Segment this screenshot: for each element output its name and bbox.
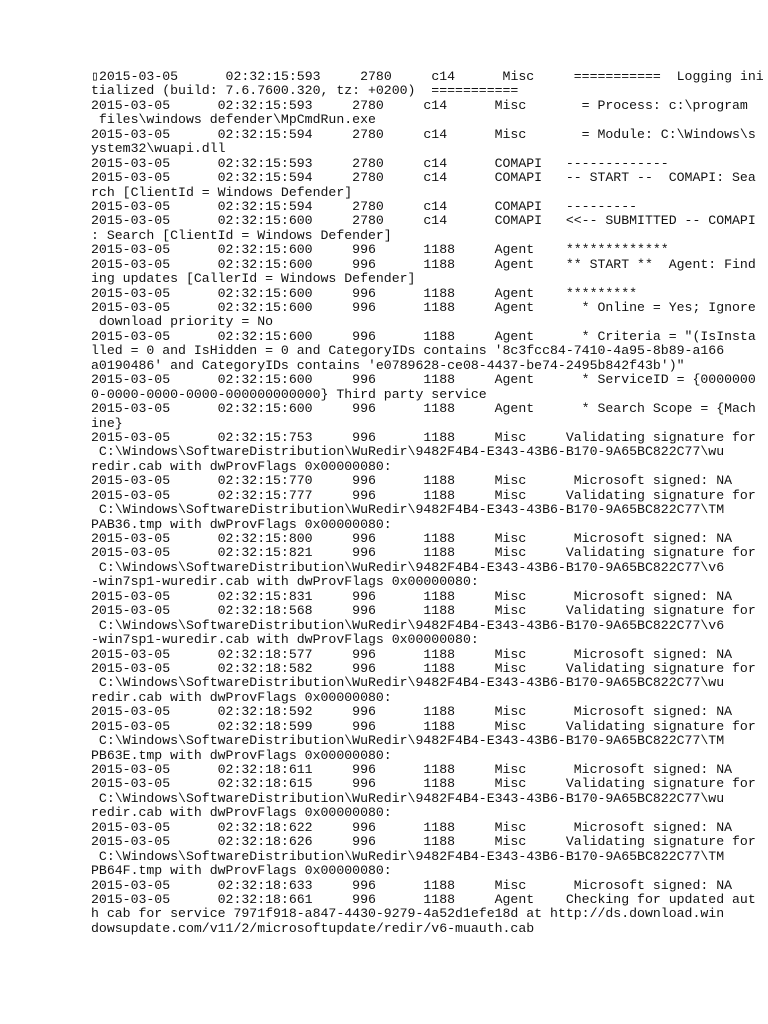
log-line: lled = 0 and IsHidden = 0 and CategoryIDs contains '8c3fcc84-7410-4a95-8b89-a166 — [91, 343, 725, 359]
log-line: 2015-03-05 02:32:18:582 996 1188 Misc Validating signature for — [91, 660, 756, 676]
log-line: 2015-03-05 02:32:15:594 2780 c14 Misc = Module: C:\Windows\s — [91, 126, 756, 142]
log-line: 2015-03-05 02:32:15:770 996 1188 Misc Microsoft signed: NA — [91, 473, 733, 489]
log-line: 2015-03-05 02:32:15:600 996 1188 Agent * Criteria = "(IsInsta — [91, 328, 756, 344]
log-line: 2015-03-05 02:32:15:800 996 1188 Misc Microsoft signed: NA — [91, 531, 733, 546]
log-line: 2015-03-05 02:32:18:599 996 1188 Misc Validating signature for — [91, 718, 756, 734]
log-line: -win7sp1-wuredir.cab with dwProvFlags 0x00000080: — [91, 574, 479, 590]
log-line: C:\Windows\SoftwareDistribution\WuRedir\9482F4B4-E343-43B6-B170-9A65BC822C77\TM — [91, 502, 725, 518]
log-line: 2015-03-05 02:32:15:600 996 1188 Agent * Search Scope = {Mach — [91, 401, 756, 417]
log-line: 2015-03-05 02:32:15:600 996 1188 Agent ************* — [91, 242, 669, 258]
log-line: 2015-03-05 02:32:15:831 996 1188 Misc Microsoft signed: NA — [91, 588, 733, 604]
log-line: 2015-03-05 02:32:15:777 996 1188 Misc Validating signature for — [91, 487, 756, 503]
log-line: 2015-03-05 02:32:15:753 996 1188 Misc Validating signature for — [91, 429, 756, 445]
log-line: 2015-03-05 02:32:18:622 996 1188 Misc Microsoft signed: NA — [91, 819, 733, 835]
log-line: 2015-03-05 02:32:15:594 2780 c14 COMAPI --------- — [91, 198, 638, 214]
log-line: ▯2015-03-05 02:32:15:593 2780 c14 Misc =========== Logging ini — [91, 69, 764, 84]
log-line: 2015-03-05 02:32:15:600 996 1188 Agent * Online = Yes; Ignore — [91, 300, 756, 315]
log-line: 0-0000-0000-0000-000000000000} Third party service — [91, 386, 487, 402]
log-line: 2015-03-05 02:32:15:600 2780 c14 COMAPI <<-- SUBMITTED -- COMAPI — [91, 213, 756, 229]
log-line: PB64F.tmp with dwProvFlags 0x00000080: — [91, 863, 392, 879]
log-line: 2015-03-05 02:32:18:577 996 1188 Misc Microsoft signed: NA — [91, 646, 733, 662]
log-line: redir.cab with dwProvFlags 0x00000080: — [91, 458, 392, 474]
log-line: 2015-03-05 02:32:15:821 996 1188 Misc Validating signature for — [91, 545, 756, 561]
log-line: 2015-03-05 02:32:18:568 996 1188 Misc Validating signature for — [91, 603, 756, 619]
log-text-block — [91, 70, 764, 936]
log-line: 2015-03-05 02:32:15:600 996 1188 Agent ********* — [91, 285, 638, 301]
log-line: ine} — [91, 415, 123, 431]
log-line: 2015-03-05 02:32:15:600 996 1188 Agent ** START ** Agent: Find — [91, 256, 756, 272]
log-line: tialized (build: 7.6.7600.320, tz: +0200) =========== — [91, 83, 519, 99]
log-line: C:\Windows\SoftwareDistribution\WuRedir\9482F4B4-E343-43B6-B170-9A65BC822C77\wu — [91, 444, 725, 460]
log-line: redir.cab with dwProvFlags 0x00000080: — [91, 689, 392, 705]
log-line: 2015-03-05 02:32:18:611 996 1188 Misc Microsoft signed: NA — [91, 762, 733, 777]
log-line: download priority = No — [91, 314, 274, 330]
log-line: PB63E.tmp with dwProvFlags 0x00000080: — [91, 747, 392, 763]
log-line: PAB36.tmp with dwProvFlags 0x00000080: — [91, 516, 392, 532]
log-line: redir.cab with dwProvFlags 0x00000080: — [91, 805, 392, 821]
log-line: h cab for service 7971f918-a847-4430-9279-4a52d1efe18d at http://ds.download.win — [91, 906, 725, 922]
log-line: 2015-03-05 02:32:15:594 2780 c14 COMAPI -- START -- COMAPI: Sea — [91, 170, 756, 186]
log-line: 2015-03-05 02:32:15:600 996 1188 Agent * ServiceID = {0000000 — [91, 372, 756, 388]
log-line: : Search [ClientId = Windows Defender] — [91, 227, 392, 243]
log-line: ystem32\wuapi.dll — [91, 141, 226, 157]
log-line: C:\Windows\SoftwareDistribution\WuRedir\9482F4B4-E343-43B6-B170-9A65BC822C77\TM — [91, 848, 725, 864]
log-line: 2015-03-05 02:32:18:633 996 1188 Misc Microsoft signed: NA — [91, 877, 733, 893]
log-line: -win7sp1-wuredir.cab with dwProvFlags 0x00000080: — [91, 632, 479, 648]
log-line: dowsupdate.com/v11/2/microsoftupdate/redir/v6-muauth.cab — [91, 920, 535, 936]
log-line: C:\Windows\SoftwareDistribution\WuRedir\9482F4B4-E343-43B6-B170-9A65BC822C77\TM — [91, 733, 725, 749]
log-line: 2015-03-05 02:32:18:615 996 1188 Misc Validating signature for — [91, 776, 756, 792]
log-line: 2015-03-05 02:32:18:626 996 1188 Misc Validating signature for — [91, 834, 756, 850]
log-line: ing updates [CallerId = Windows Defender] — [91, 271, 416, 287]
log-line: 2015-03-05 02:32:18:661 996 1188 Agent Checking for updated aut — [91, 891, 756, 907]
log-line: C:\Windows\SoftwareDistribution\WuRedir\9482F4B4-E343-43B6-B170-9A65BC822C77\wu — [91, 790, 725, 806]
log-line: C:\Windows\SoftwareDistribution\WuRedir\9482F4B4-E343-43B6-B170-9A65BC822C77\v6 — [91, 559, 725, 575]
log-line: C:\Windows\SoftwareDistribution\WuRedir\9482F4B4-E343-43B6-B170-9A65BC822C77\v6 — [91, 617, 725, 633]
log-line: 2015-03-05 02:32:15:593 2780 c14 COMAPI ------------- — [91, 155, 669, 171]
log-line: C:\Windows\SoftwareDistribution\WuRedir\9482F4B4-E343-43B6-B170-9A65BC822C77\wu — [91, 675, 725, 691]
log-line: 2015-03-05 02:32:18:592 996 1188 Misc Microsoft signed: NA — [91, 704, 733, 720]
log-line: 2015-03-05 02:32:15:593 2780 c14 Misc = Process: c:\program — [91, 97, 748, 113]
log-line: rch [ClientId = Windows Defender] — [91, 184, 353, 200]
log-line: files\windows defender\MpCmdRun.exe — [91, 112, 376, 128]
log-line: a0190486' and CategoryIDs contains 'e0789628-ce08-4437-be74-2495b842f43b')" — [91, 357, 685, 373]
